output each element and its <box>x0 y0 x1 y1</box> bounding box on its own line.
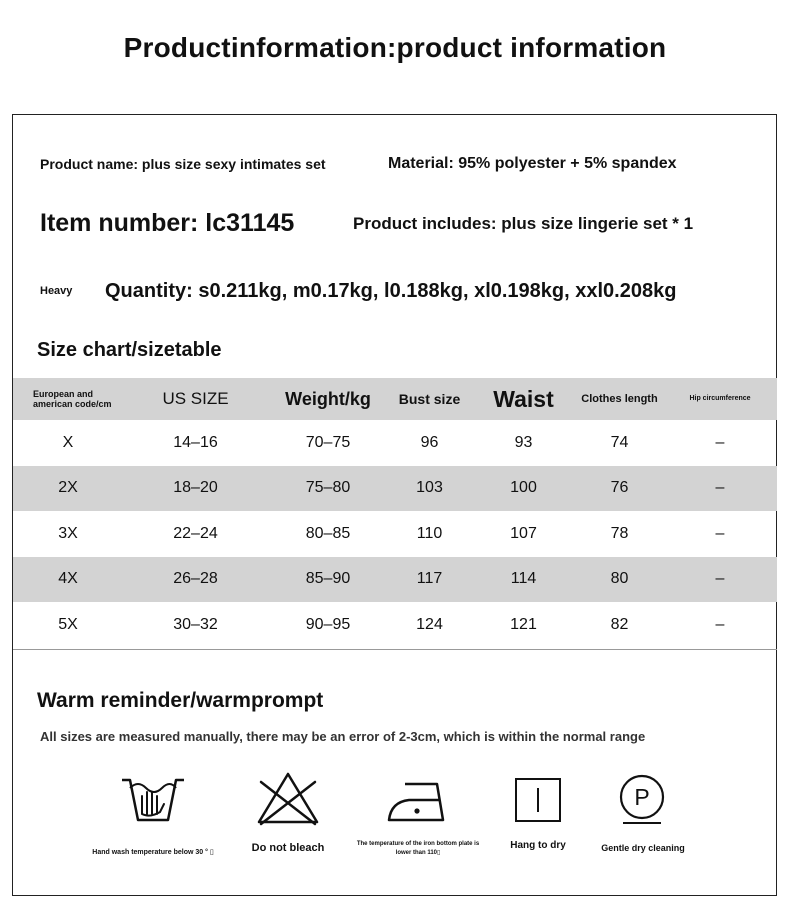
table-row <box>13 602 777 648</box>
care-label: The temperature of the iron bottom plate is lower than 110▯ <box>356 841 480 856</box>
warm-reminder-heading: Warm reminder/warmprompt <box>37 689 324 712</box>
table-row <box>13 420 777 466</box>
header-hip: Hip circumference <box>689 395 751 402</box>
table-cell: 22–24 <box>173 524 218 542</box>
table-cell: 26–28 <box>173 570 218 588</box>
table-row <box>13 511 777 557</box>
size-table <box>13 378 777 648</box>
table-cell: 30–32 <box>173 615 218 633</box>
table-cell: 14–16 <box>173 433 218 451</box>
care-label: Do not bleach <box>251 842 325 854</box>
product-includes: Product includes: plus size lingerie set * 1 <box>353 214 694 233</box>
care-item-hand-wash <box>78 770 228 857</box>
care-item-no-bleach <box>213 770 363 853</box>
care-label: Hang to dry <box>510 840 566 851</box>
page-title: Productinformation:product information <box>123 32 667 63</box>
svg-text:P: P <box>634 784 650 810</box>
table-row <box>13 557 777 603</box>
table-cell: 70–75 <box>305 433 351 451</box>
table-cell: 3X <box>58 524 78 542</box>
hand-wash-icon <box>78 770 228 826</box>
table-cell: 76 <box>610 479 629 497</box>
table-cell: 74 <box>610 433 629 451</box>
size-chart-heading: Size chart/sizetable <box>37 339 222 361</box>
table-cell: 5X <box>58 615 78 633</box>
material: Material: 95% polyester + 5% spandex <box>388 155 677 172</box>
header-waist: Waist <box>493 385 554 412</box>
measurement-note: All sizes are measured manually, there may be an error of 2-3cm, which is within the normal range <box>40 729 646 744</box>
table-header-row <box>13 378 777 420</box>
table-cell: 100 <box>510 479 537 497</box>
table-cell: 90–95 <box>305 615 351 633</box>
table-cell: 75–80 <box>305 479 351 497</box>
table-cell: 4X <box>58 570 78 588</box>
table-cell: 114 <box>510 570 537 588</box>
do-not-bleach-icon <box>213 770 363 826</box>
table-cell: 80–85 <box>305 524 351 542</box>
table-cell: – <box>715 479 725 497</box>
header-eu-code: European and american code/cm <box>33 389 112 409</box>
table-cell: – <box>715 524 725 542</box>
table-cell: 103 <box>416 479 443 497</box>
table-cell: 82 <box>610 615 629 633</box>
table-cell: 117 <box>416 570 443 588</box>
table-cell: – <box>715 570 725 588</box>
table-cell: 124 <box>416 615 443 633</box>
heavy-label: Heavy <box>40 285 73 297</box>
table-cell: X <box>62 433 74 451</box>
header-weight: Weight/kg <box>285 388 371 409</box>
table-cell: 2X <box>58 479 78 497</box>
table-cell: 96 <box>420 433 439 451</box>
table-row <box>13 466 777 512</box>
table-cell: 93 <box>514 433 533 451</box>
care-label: Hand wash temperature below 30 ° ▯ <box>92 849 214 856</box>
table-cell: 85–90 <box>305 570 351 588</box>
table-cell: 18–20 <box>173 479 218 497</box>
dry-clean-icon <box>568 772 718 828</box>
table-cell: 78 <box>610 524 629 542</box>
table-cell: 121 <box>510 615 537 633</box>
quantity-weights: Quantity: s0.211kg, m0.17kg, l0.188kg, xl0.198kg, xxl0.208kg <box>105 280 677 302</box>
item-number: Item number: lc31145 <box>40 209 295 237</box>
table-cell: 110 <box>416 524 443 542</box>
header-clothes-length: Clothes length <box>581 392 658 405</box>
care-label: Gentle dry cleaning <box>601 843 685 853</box>
table-cell: 80 <box>610 570 629 588</box>
header-bust: Bust size <box>398 391 461 407</box>
product-name: Product name: plus size sexy intimates set <box>40 156 326 172</box>
table-cell: – <box>715 433 725 451</box>
table-cell: – <box>715 615 725 633</box>
table-cell: 107 <box>510 524 537 542</box>
section-divider <box>13 649 777 650</box>
care-item-dry-clean <box>568 772 718 853</box>
header-us-size: US SIZE <box>162 389 229 408</box>
